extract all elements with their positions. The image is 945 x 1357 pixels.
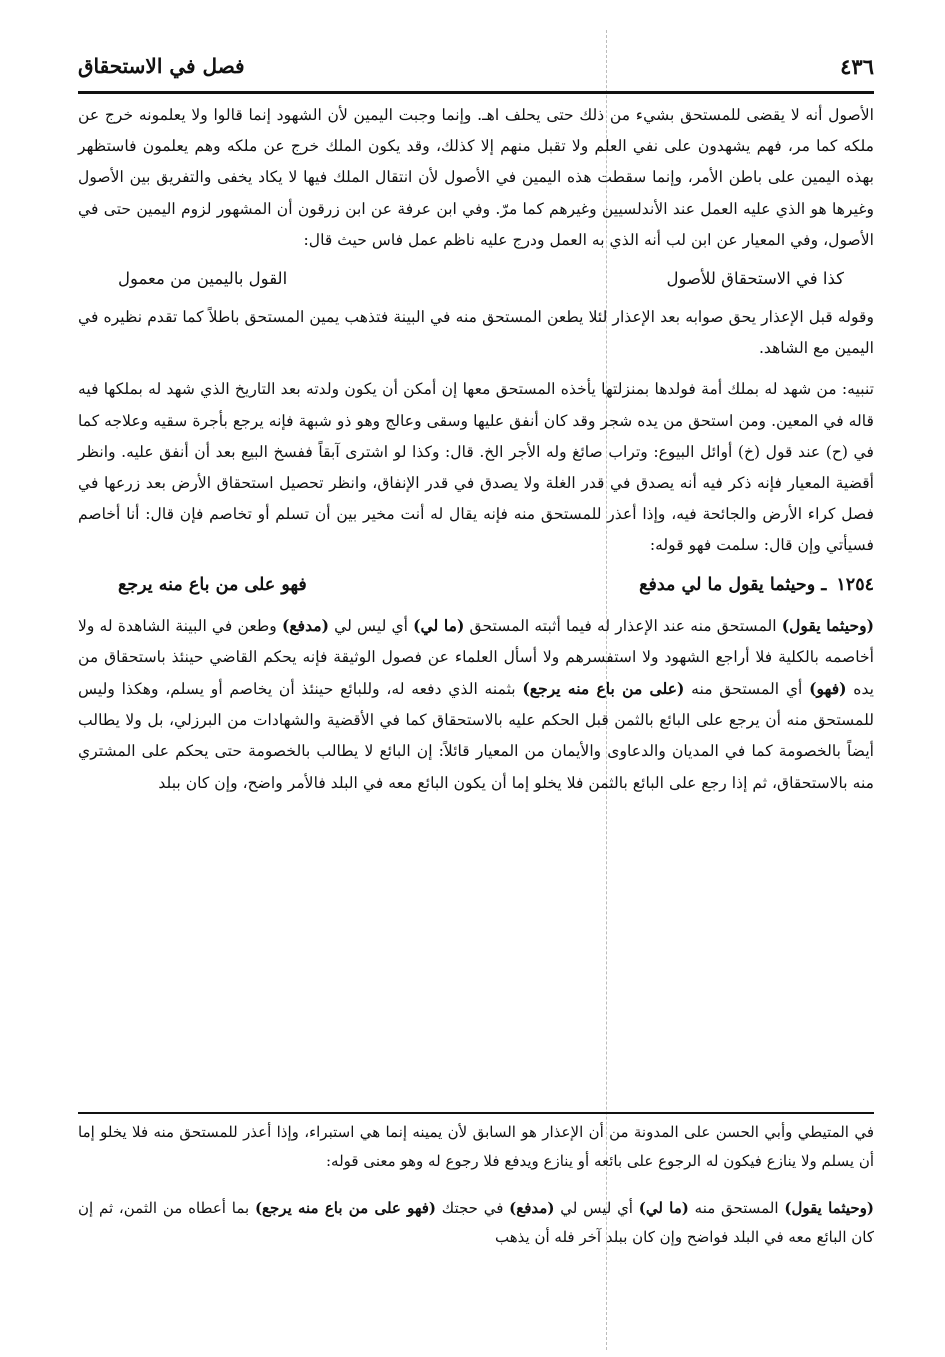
footnote-lead: (وحيثما يقول) <box>784 1199 874 1217</box>
paragraph-1: الأصول أنه لا يقضى للمستحق بشيء من ذلك حتى يحلف اهـ. وإنما وجبت اليمين لأن الشهود إنما قالوا ولا يعلمونه خرج عن ملكه كما مر، فهم يشهدون على نفي العلم ولا تقبل منهم إلا كذلك، وقد يكون الملك خرج عن ملكه وهم يعلمون فاستظهر بهذه اليمين على باطن الأمر، وإنما سقطت هذه اليمين في الأصول لأن انتقال الملك فيها لا يكاد يخفى والتفريق بين الأصول وغيرها هو الذي عليه العمل عند الأندلسيين وغيرهم كما مرّ. وفي ابن عرفة عن ابن زرقون أن المشهور لزوم اليمين حتى في الأصول، وفي المعيار عن ابن لب أنه الذي به العمل ودرج عليه ناظم عمل فاس حيث قال: <box>78 106 874 249</box>
paragraph-3: تنبيه: من شهد له بملك أمة فولدها بمنزلتها يأخذه المستحق معها إن أمكن أن يكون ولدته بعد التاريخ الذي شهد له بملكها فيه قاله في المعين. ومن استحق من يده شجر وقد كان أنفق عليها وسقى وعالج وهو ذو شبهة فإنه يرجع بأجرة سقيه وعلاجه كما في (ح) عند قول (خ) أوائل البيوع: وتراب صائغ وله الأجر الخ. قال: وكذا لو اشترى آبقاً ففسخ البيع بعد أن أنفق عليه. وانظر أقضية المعيار فإنه ذكر فيه أنه يصدق في قدر الغلة ولا يصدق في قدر الإنفاق، وانظر تحصيل استحقاق الأرض بعد زرعها في فصل كراء الأرض والجائحة فيه، وإذا أعذر للمستحق منه فإنه يقال له أنت مخير بين أن تسلم أو تخاصم فإن قال: أنا أخاصم فسيأتي وإن قال: سلمت فهو قوله: <box>78 380 874 555</box>
footnote-paragraph-1: في المتيطي وأبي الحسن على المدونة من أن الإعذار هو السابق لأن يمينه إنما هي استبراء، وإذا أعذر للمستحق منه فلا يخلو إما أن يسلم ولا ينازع فيكون له الرجوع على بائعه أو ينازع ويدفع فلا رجوع له وهو معنى قوله: <box>78 1123 874 1170</box>
main-text <box>78 100 874 799</box>
header-rule <box>78 91 874 94</box>
main-verse-right <box>639 570 874 601</box>
paragraph-2: وقوله قبل الإعذار يحق صوابه بعد الإعذار لئلا يطعن المستحق منه في البينة فتذهب يمين المستحق باطلاً كما تقدم نظيره في اليمين مع الشاهد. <box>78 308 874 358</box>
verse-right-hemistich: كذا في الاستحقاق للأصول <box>666 269 844 289</box>
verse-quote <box>78 256 874 302</box>
main-verse <box>78 562 874 610</box>
page-header <box>78 54 874 88</box>
verse-left-hemistich: القول باليمين من معمول <box>118 269 288 289</box>
page-number: ٤٣٦ <box>840 54 874 79</box>
footnotes <box>78 1118 874 1252</box>
running-title: فصل في الاستحقاق <box>78 54 245 78</box>
main-verse-right-text: ـ وحيثما يقول ما لي مدفع <box>639 575 827 596</box>
paragraph-4: (وحيثما يقول) المستحق منه عند الإعذار له فيما أثبته المستحق (ما لي) أي ليس لي (مدفع) وطعن في البينة الشاهدة له ولا أخاصمه بالكلية فلا أراجع الشهود ولا استفسرهم ولا أسأل العلماء عن فصول الوثيقة فإنه يحكم القاضي حينئذ باستحقاق من يده (فهو) أي المستحق منه (على من باع منه يرجع) بثمنه الذي دفعه له، وللبائع حينئذ أن يخاصم أو يسلم، وهكذا وليس للمستحق منه أن يرجع على البائع بالثمن قبل الحكم عليه بالاستحقاق كما في الأقضية والشهادات من البرزلي، بل ولا يطالب أيضاً بالخصومة كما في المديان والدعاوى والأيمان من المعيار قائلاً: إن البائع لا يطالب بالخصومة حتى يحكم على المشتري منه بالاستحقاق، ثم إذا رجع على البائع بالثمن فلا يخلو إما أن يكون البائع معه في البلد فالأمر واضح، وإن كان ببلد <box>78 615 875 792</box>
footnote-rule <box>78 1112 874 1114</box>
main-verse-left: فهو على من باع منه يرجع <box>118 575 307 596</box>
footnote-paragraph-2: (وحيثما يقول) المستحق منه (ما لي) أي ليس لي (مدفع) في حجتك (فهو على من باع منه يرجع) بما أعطاه من الثمن، ثم إن كان البائع معه في البلد فواضح وإن كان ببلد آخر فله أن يذهب <box>78 1199 874 1246</box>
verse-number: ١٢٥٤ <box>836 575 874 596</box>
commentary-lead: (وحيثما يقول) <box>781 615 875 635</box>
